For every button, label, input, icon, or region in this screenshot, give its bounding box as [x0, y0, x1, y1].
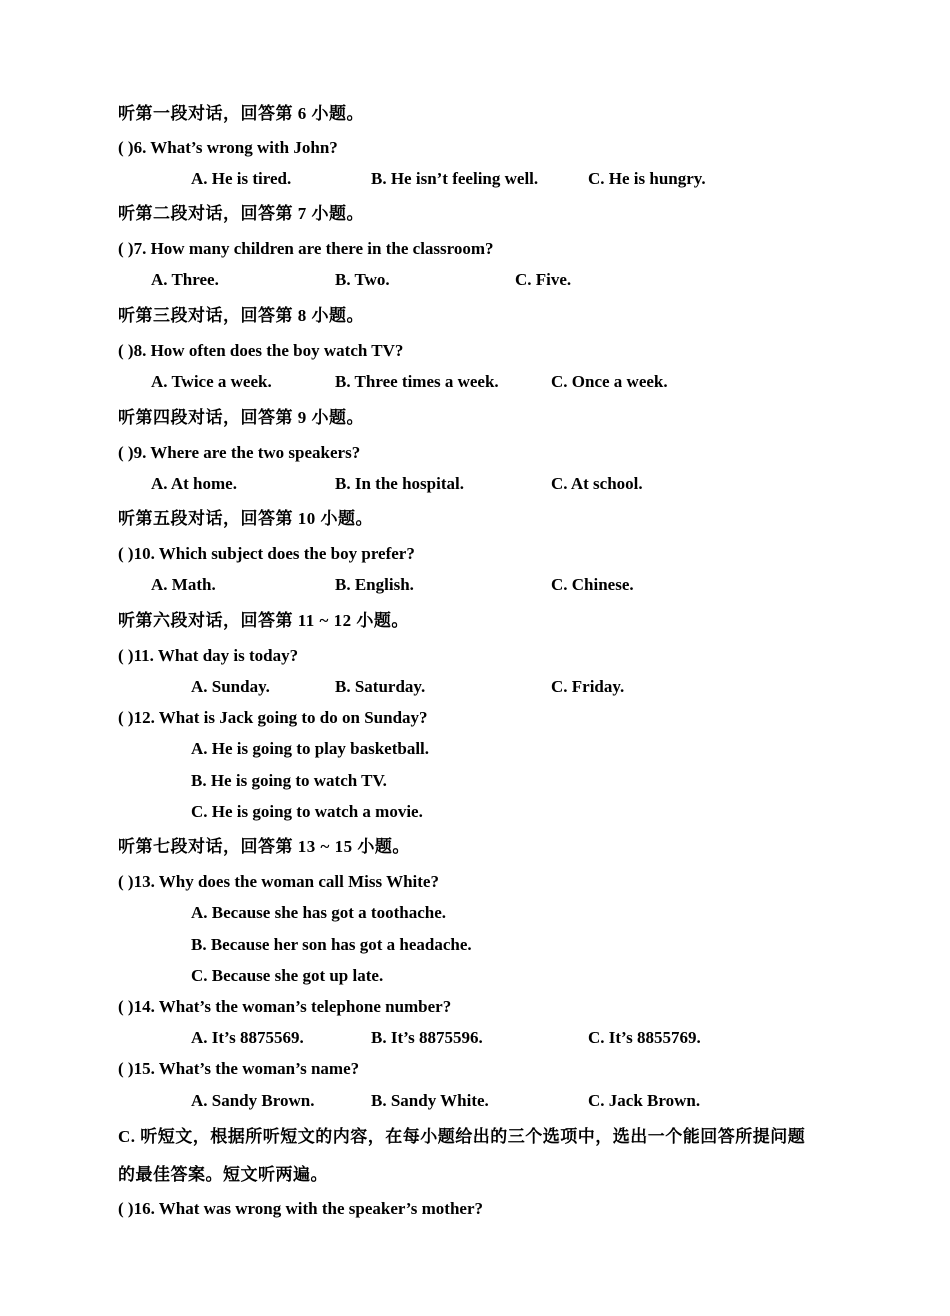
section-heading: 听第五段对话，回答第 10 小题。 [118, 509, 373, 528]
section-heading: 听第四段对话，回答第 9 小题。 [118, 408, 364, 427]
option-c: C. He is going to watch a movie. [191, 802, 423, 821]
option-a: A. He is going to play basketball. [191, 739, 430, 758]
question-stem: ( )11. What day is today? [118, 646, 299, 665]
option-b: B. Sandy White. [371, 1091, 489, 1110]
question-stem: ( )13. Why does the woman call Miss White? [118, 872, 439, 891]
option-b: B. It’s 8875596. [371, 1028, 483, 1047]
option-c: C. Chinese. [551, 575, 634, 594]
question-stem: ( )9. Where are the two speakers? [118, 443, 361, 462]
section-heading: 听第七段对话，回答第 13 ~ 15 小题。 [118, 837, 410, 856]
question-stem: ( )15. What’s the woman’s name? [118, 1059, 360, 1078]
option-c: C. He is hungry. [588, 169, 706, 188]
option-c: C. At school. [551, 474, 643, 493]
question-stem: ( )7. How many children are there in the classroom? [118, 239, 494, 258]
option-a: A. Sunday. [191, 677, 270, 696]
option-c: C. Friday. [551, 677, 625, 696]
option-b: B. Because her son has got a headache. [191, 935, 472, 954]
option-a: A. Math. [151, 575, 216, 594]
question-stem: ( )14. What’s the woman’s telephone number? [118, 997, 452, 1016]
option-b: B. He isn’t feeling well. [371, 169, 539, 188]
option-b: B. In the hospital. [335, 474, 464, 493]
question-stem: ( )12. What is Jack going to do on Sunday? [118, 708, 428, 727]
option-b: B. Saturday. [335, 677, 426, 696]
section-heading: 听第三段对话，回答第 8 小题。 [118, 306, 364, 325]
option-a: A. It’s 8875569. [191, 1028, 304, 1047]
question-stem: ( )10. Which subject does the boy prefer? [118, 544, 415, 563]
option-a: A. Three. [151, 270, 219, 289]
question-stem: ( )6. What’s wrong with John? [118, 138, 338, 157]
option-c: C. It’s 8855769. [588, 1028, 701, 1047]
part-c-instructions: 的最佳答案。短文听两遍。 [118, 1165, 328, 1184]
option-a: A. At home. [151, 474, 237, 493]
option-c: C. Once a week. [551, 372, 668, 391]
option-c: C. Five. [515, 270, 572, 289]
part-c-instructions: C. 听短文，根据所听短文的内容，在每小题给出的三个选项中，选出一个能回答所提问题 [118, 1127, 806, 1146]
option-b: B. Two. [335, 270, 390, 289]
section-heading: 听第二段对话，回答第 7 小题。 [118, 204, 364, 223]
option-a: A. Because she has got a toothache. [191, 903, 446, 922]
option-a: A. Sandy Brown. [191, 1091, 315, 1110]
option-b: B. English. [335, 575, 414, 594]
section-heading: 听第六段对话，回答第 11 ~ 12 小题。 [118, 611, 409, 630]
option-a: A. Twice a week. [151, 372, 272, 391]
question-stem: ( )8. How often does the boy watch TV? [118, 341, 404, 360]
question-stem: ( )16. What was wrong with the speaker’s mother? [118, 1199, 484, 1218]
option-b: B. Three times a week. [335, 372, 499, 391]
option-c: C. Because she got up late. [191, 966, 384, 985]
section-heading: 听第一段对话，回答第 6 小题。 [118, 104, 364, 123]
option-c: C. Jack Brown. [588, 1091, 701, 1110]
option-b: B. He is going to watch TV. [191, 771, 387, 790]
option-a: A. He is tired. [191, 169, 292, 188]
